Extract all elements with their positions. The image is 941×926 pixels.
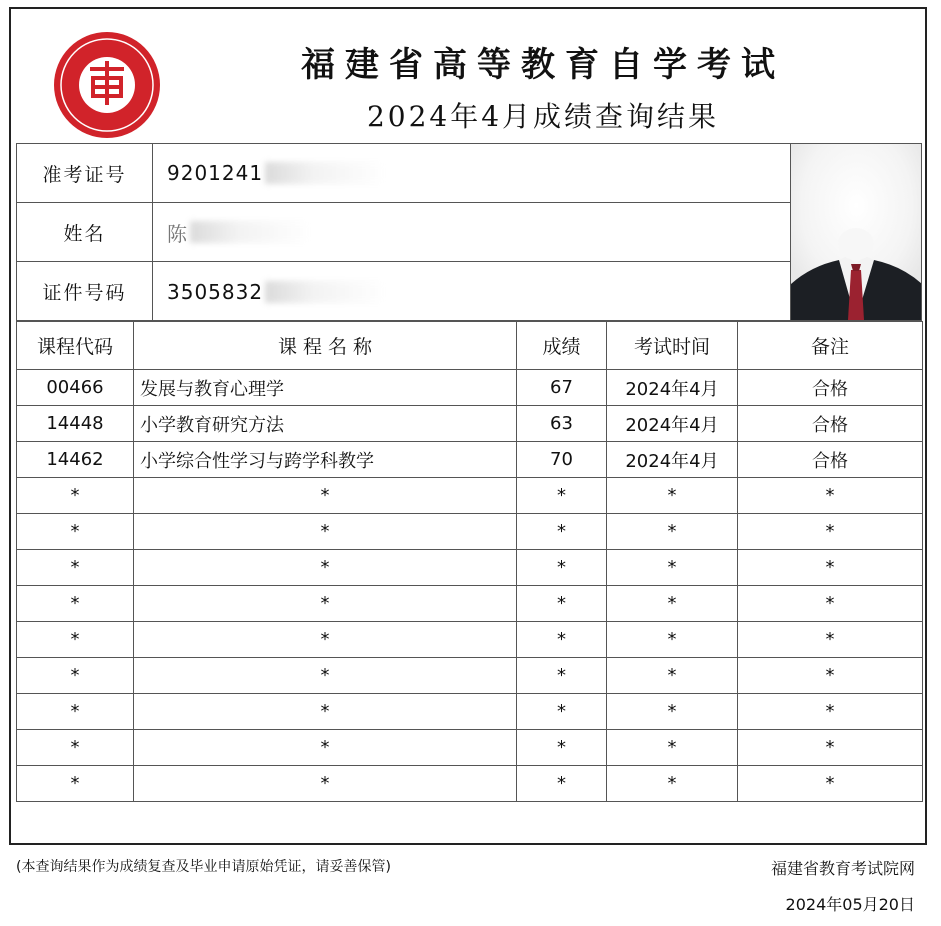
placeholder-cell: * [607,694,738,730]
placeholder-cell: * [738,550,923,586]
exam-id-label: 准考证号 [17,144,153,202]
placeholder-cell: * [607,658,738,694]
course-name: 发展与教育心理学 [134,370,517,406]
candidate-info-panel [16,143,922,321]
person-silhouette-icon [791,144,921,320]
col-header-course-name: 课 程 名 称 [134,322,517,370]
placeholder-cell: * [134,694,517,730]
score: 70 [517,442,607,478]
placeholder-cell: * [607,478,738,514]
col-header-remark: 备注 [738,322,923,370]
course-name: 小学综合性学习与跨学科教学 [134,442,517,478]
placeholder-cell: * [134,478,517,514]
table-row [17,370,923,406]
placeholder-cell: * [517,586,607,622]
page-subtitle: 2024年4月成绩查询结果 [366,100,720,133]
placeholder-cell: * [738,694,923,730]
placeholder-cell: * [517,658,607,694]
table-row-empty [17,478,923,514]
placeholder-cell: * [134,550,517,586]
table-row-empty [17,514,923,550]
placeholder-cell: * [17,478,134,514]
placeholder-cell: * [517,766,607,802]
placeholder-cell: * [134,586,517,622]
table-header-row [17,322,923,370]
placeholder-cell: * [517,478,607,514]
placeholder-cell: * [738,730,923,766]
table-row-empty [17,766,923,802]
remark: 合格 [738,406,923,442]
placeholder-cell: * [17,766,134,802]
col-header-course-code: 课程代码 [17,322,134,370]
placeholder-cell: * [517,514,607,550]
id-number-value: 3505832 [153,262,790,321]
table-row-empty [17,550,923,586]
name-value: 陈 [153,203,790,261]
placeholder-cell: * [738,622,923,658]
placeholder-cell: * [17,586,134,622]
exam-time: 2024年4月 [607,406,738,442]
document-frame [9,7,927,845]
placeholder-cell: * [607,550,738,586]
score-table [16,321,923,802]
redaction-blur [190,221,310,243]
remark: 合格 [738,442,923,478]
course-code: 14462 [17,442,134,478]
placeholder-cell: * [17,550,134,586]
candidate-photo [790,144,921,320]
placeholder-cell: * [607,514,738,550]
info-row-exam-id [17,144,790,203]
score: 63 [517,406,607,442]
placeholder-cell: * [607,586,738,622]
placeholder-cell: * [17,730,134,766]
table-row-empty [17,694,923,730]
placeholder-cell: * [17,622,134,658]
placeholder-cell: * [607,730,738,766]
placeholder-cell: * [517,550,607,586]
course-code: 00466 [17,370,134,406]
placeholder-cell: * [134,514,517,550]
placeholder-cell: * [17,694,134,730]
exam-authority-seal-icon [51,29,163,141]
placeholder-cell: * [134,730,517,766]
table-row [17,442,923,478]
name-label: 姓名 [17,203,153,261]
table-row-empty [17,622,923,658]
table-row-empty [17,730,923,766]
placeholder-cell: * [738,514,923,550]
redaction-blur [265,162,385,184]
col-header-score: 成绩 [517,322,607,370]
exam-id-value: 9201241 [153,144,790,202]
exam-time: 2024年4月 [607,442,738,478]
info-row-id-number [17,262,790,321]
course-code: 14448 [17,406,134,442]
footer-note: (本查询结果作为成绩复查及毕业申请原始凭证，请妥善保管) [16,859,391,875]
exam-time: 2024年4月 [607,370,738,406]
table-row-empty [17,586,923,622]
placeholder-cell: * [738,478,923,514]
placeholder-cell: * [17,658,134,694]
placeholder-cell: * [607,622,738,658]
redaction-blur [265,281,385,303]
page-title: 福建省高等教育自学考试 [301,45,785,85]
placeholder-cell: * [607,766,738,802]
placeholder-cell: * [517,730,607,766]
col-header-exam-time: 考试时间 [607,322,738,370]
footer-date: 2024年05月20日 [785,895,915,914]
score: 67 [517,370,607,406]
table-row [17,406,923,442]
footer-source: 福建省教育考试院网 [770,859,915,878]
placeholder-cell: * [134,658,517,694]
placeholder-cell: * [134,766,517,802]
id-number-label: 证件号码 [17,262,153,321]
placeholder-cell: * [738,766,923,802]
placeholder-cell: * [134,622,517,658]
placeholder-cell: * [738,658,923,694]
placeholder-cell: * [17,514,134,550]
course-name: 小学教育研究方法 [134,406,517,442]
placeholder-cell: * [738,586,923,622]
remark: 合格 [738,370,923,406]
info-row-name [17,203,790,262]
placeholder-cell: * [517,622,607,658]
placeholder-cell: * [517,694,607,730]
table-row-empty [17,658,923,694]
